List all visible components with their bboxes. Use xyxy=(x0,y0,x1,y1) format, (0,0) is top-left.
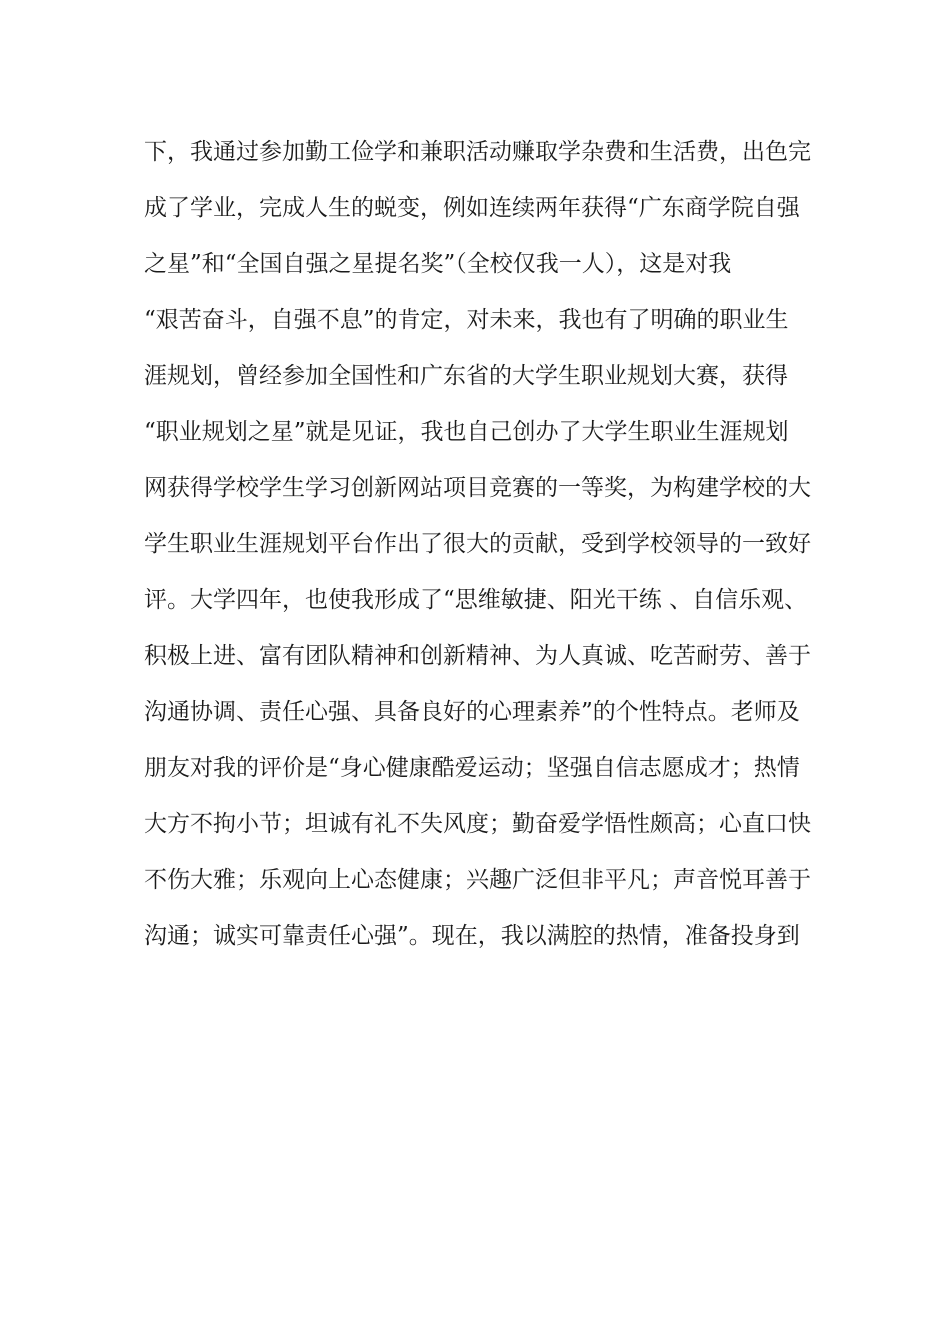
text-line: 之星”和“全国自强之星提名奖”（全校仅我一人），这是对我 xyxy=(144,251,732,277)
text-line: 不伤大雅；乐观向上心态健康；兴趣广泛但非平凡；声音悦耳善于 xyxy=(144,867,811,893)
text-line: “艰苦奋斗，自强不息”的肯定，对未来，我也有了明确的职业生 xyxy=(144,307,789,333)
text-line: 积极上进、富有团队精神和创新精神、为人真诚、吃苦耐劳、善于 xyxy=(144,643,811,669)
text-line: 大方不拘小节；坦诚有礼不失风度；勤奋爱学悟性颇高；心直口快 xyxy=(144,811,811,837)
text-line: 评。大学四年，也使我形成了“思维敏捷、阳光干练 、自信乐观、 xyxy=(144,587,808,613)
text-line: 沟通协调、责任心强、具备良好的心理素养”的个性特点。老师及 xyxy=(144,699,800,725)
text-line: 涯规划，曾经参加全国性和广东省的大学生职业规划大赛，获得 xyxy=(144,363,788,389)
text-line: 沟通；诚实可靠责任心强”。现在，我以满腔的热情，准备投身到 xyxy=(144,923,800,949)
text-line: 成了学业，完成人生的蜕变，例如连续两年获得“广东商学院自强 xyxy=(144,195,800,221)
text-line: 网获得学校学生学习创新网站项目竞赛的一等奖，为构建学校的大 xyxy=(144,475,811,501)
body-paragraph xyxy=(144,124,814,964)
text-line: 朋友对我的评价是“身心健康酷爱运动；坚强自信志愿成才；热情 xyxy=(144,755,800,781)
text-line: “职业规划之星”就是见证，我也自己创办了大学生职业生涯规划 xyxy=(144,419,789,445)
text-line: 下，我通过参加勤工俭学和兼职活动赚取学杂费和生活费，出色完 xyxy=(144,139,811,165)
text-line: 学生职业生涯规划平台作出了很大的贡献，受到学校领导的一致好 xyxy=(144,531,811,557)
